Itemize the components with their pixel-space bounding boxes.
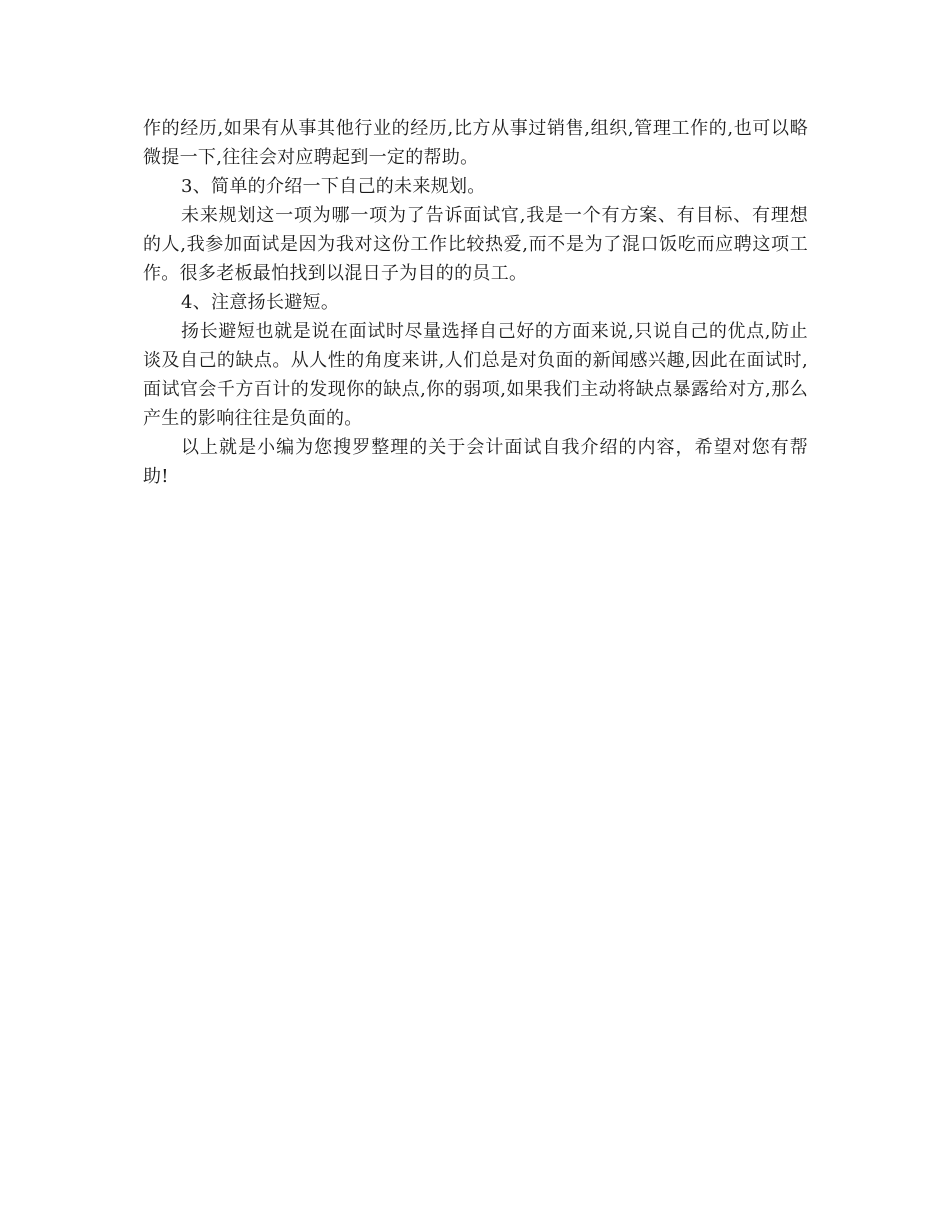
paragraph-future-plan: 未来规划这一项为哪一项为了告诉面试官,我是一个有方案、有目标、有理想的人,我参加面试是因为我对这份工作比较热爱,而不是为了混口饭吃而应聘这项工作。很多老板最怕找到以混日子为目的的员工。 xyxy=(143,205,808,284)
section-heading-strengths: 4、注意扬长避短。 xyxy=(181,292,340,313)
paragraph-closing: 以上就是小编为您搜罗整理的关于会计面试自我介绍的内容，希望对您有帮助! xyxy=(143,437,808,487)
section-heading-future-plan: 3、简单的介绍一下自己的未来规划。 xyxy=(181,176,486,197)
paragraph-continuation: 作的经历,如果有从事其他行业的经历,比方从事过销售,组织,管理工作的,也可以略微提一下,往往会对应聘起到一定的帮助。 xyxy=(143,118,808,168)
document-body xyxy=(143,114,808,491)
paragraph-strengths: 扬长避短也就是说在面试时尽量选择自己好的方面来说,只说自己的优点,防止谈及自己的缺点。从人性的角度来讲,人们总是对负面的新闻感兴趣,因此在面试时,面试官会千方百计的发现你的缺点,你的弱项,如果我们主动将缺点暴露给对方,那么产生的影响往往是负面的。 xyxy=(143,321,808,429)
